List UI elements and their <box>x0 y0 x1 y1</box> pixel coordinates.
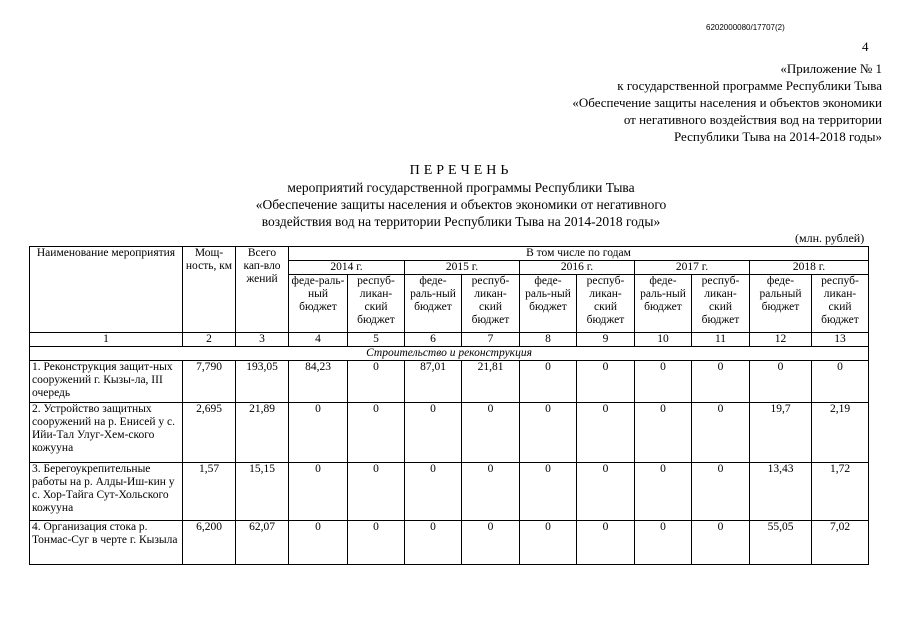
page-number: 4 <box>862 39 869 54</box>
appendix-line: от негативного воздействия вод на территории <box>623 112 882 127</box>
row-value: 0 <box>462 403 520 463</box>
row-value: 0 <box>692 463 750 521</box>
row-value: 0 <box>692 521 750 565</box>
row-value: 0 <box>520 521 577 565</box>
row-capacity: 6,200 <box>183 521 236 565</box>
column-number: 11 <box>692 333 750 347</box>
col-header-capacity: Мощ-ность, км <box>183 247 236 333</box>
sub-header-republic: респуб-ликан-ский бюджет <box>812 275 869 333</box>
row-value: 84,23 <box>289 361 348 403</box>
row-value: 0 <box>405 521 462 565</box>
column-number-row <box>30 333 869 347</box>
row-value: 2,19 <box>812 403 869 463</box>
row-capacity: 2,695 <box>183 403 236 463</box>
row-value: 19,7 <box>750 403 812 463</box>
row-total: 193,05 <box>236 361 289 403</box>
column-number: 5 <box>348 333 405 347</box>
sub-header-federal: феде-раль-ный бюджет <box>520 275 577 333</box>
col-header-name: Наименование мероприятия <box>30 247 183 333</box>
row-value: 55,05 <box>750 521 812 565</box>
section-header: Строительство и реконструкция <box>30 347 869 361</box>
row-value: 0 <box>348 521 405 565</box>
row-value: 1,72 <box>812 463 869 521</box>
column-number: 9 <box>577 333 635 347</box>
row-value: 0 <box>635 521 692 565</box>
title-line: мероприятий государственной программы Республики Тыва <box>287 180 635 195</box>
measures-table <box>29 246 869 565</box>
appendix-line: «Обеспечение защиты населения и объектов экономики <box>572 95 882 110</box>
units-label: (млн. рублей) <box>795 231 865 245</box>
title-heading: ПЕРЕЧЕНЬ <box>409 163 513 178</box>
col-header-total: Всего кап-вло жений <box>236 247 289 333</box>
row-capacity: 7,790 <box>183 361 236 403</box>
year-header: 2018 г. <box>750 261 869 275</box>
sub-header-republic: респуб-ликан-ский бюджет <box>692 275 750 333</box>
row-name: 1. Реконструкция защит-ных сооружений г. Кызы-ла, III очередь <box>30 361 183 403</box>
row-value: 0 <box>348 463 405 521</box>
row-value: 0 <box>577 463 635 521</box>
row-total: 62,07 <box>236 521 289 565</box>
table-row <box>30 463 869 521</box>
row-value: 87,01 <box>405 361 462 403</box>
row-value: 21,81 <box>462 361 520 403</box>
row-value: 0 <box>289 463 348 521</box>
row-value: 0 <box>520 463 577 521</box>
row-name: 4. Организация стока р. Тонмас-Суг в черте г. Кызыла <box>30 521 183 565</box>
column-number: 7 <box>462 333 520 347</box>
sub-header-republic: респуб-ликан-ский бюджет <box>462 275 520 333</box>
document-title <box>236 162 686 230</box>
year-header: 2016 г. <box>520 261 635 275</box>
row-value: 0 <box>692 403 750 463</box>
sub-header-federal: феде-раль-ный бюджет <box>289 275 348 333</box>
row-value: 0 <box>462 521 520 565</box>
row-value: 0 <box>635 403 692 463</box>
row-total: 15,15 <box>236 463 289 521</box>
appendix-header <box>500 60 882 145</box>
row-value: 0 <box>348 403 405 463</box>
row-value: 0 <box>577 361 635 403</box>
row-value: 0 <box>520 361 577 403</box>
appendix-line: к государственной программе Республики Тыва <box>617 78 882 93</box>
column-number: 12 <box>750 333 812 347</box>
column-number: 2 <box>183 333 236 347</box>
column-number: 13 <box>812 333 869 347</box>
table-row <box>30 361 869 403</box>
title-line: воздействия вод на территории Республики Тыва на 2014-2018 годы» <box>261 214 661 229</box>
row-value: 0 <box>462 463 520 521</box>
row-value: 0 <box>289 521 348 565</box>
row-value: 0 <box>692 361 750 403</box>
sub-header-federal: феде-раль-ный бюджет <box>405 275 462 333</box>
row-name: 3. Берегоукрепительные работы на р. Алды-Иш-кин у с. Хор-Тайга Сут-Хольского кожууна <box>30 463 183 521</box>
column-number: 8 <box>520 333 577 347</box>
year-header: 2015 г. <box>405 261 520 275</box>
title-line: «Обеспечение защиты населения и объектов экономики от негативного <box>255 197 667 212</box>
table-row <box>30 403 869 463</box>
appendix-line: «Приложение № 1 <box>780 61 882 76</box>
row-value: 0 <box>635 361 692 403</box>
row-value: 0 <box>635 463 692 521</box>
document-code: 6202000080/17707(2) <box>706 23 785 32</box>
year-header: 2014 г. <box>289 261 405 275</box>
appendix-line: Республики Тыва на 2014-2018 годы» <box>673 129 882 144</box>
row-value: 0 <box>348 361 405 403</box>
row-value: 0 <box>812 361 869 403</box>
sub-header-republic: респуб-ликан-ский бюджет <box>348 275 405 333</box>
row-value: 7,02 <box>812 521 869 565</box>
col-header-by-years: В том числе по годам <box>289 247 869 261</box>
column-number: 6 <box>405 333 462 347</box>
column-number: 3 <box>236 333 289 347</box>
sub-header-republic: респуб-ликан-ский бюджет <box>577 275 635 333</box>
row-name: 2. Устройство защитных сооружений на р. Енисей у с. Ийи-Тал Улуг-Хем-ского кожууна <box>30 403 183 463</box>
column-number: 1 <box>30 333 183 347</box>
row-value: 0 <box>405 403 462 463</box>
row-value: 0 <box>750 361 812 403</box>
table-row <box>30 521 869 565</box>
row-value: 0 <box>289 403 348 463</box>
year-header: 2017 г. <box>635 261 750 275</box>
column-number: 10 <box>635 333 692 347</box>
column-number: 4 <box>289 333 348 347</box>
row-total: 21,89 <box>236 403 289 463</box>
row-value: 0 <box>577 521 635 565</box>
row-capacity: 1,57 <box>183 463 236 521</box>
sub-header-federal: феде-раль-ный бюджет <box>635 275 692 333</box>
row-value: 0 <box>577 403 635 463</box>
row-value: 13,43 <box>750 463 812 521</box>
row-value: 0 <box>405 463 462 521</box>
sub-header-federal: феде-ральный бюджет <box>750 275 812 333</box>
row-value: 0 <box>520 403 577 463</box>
